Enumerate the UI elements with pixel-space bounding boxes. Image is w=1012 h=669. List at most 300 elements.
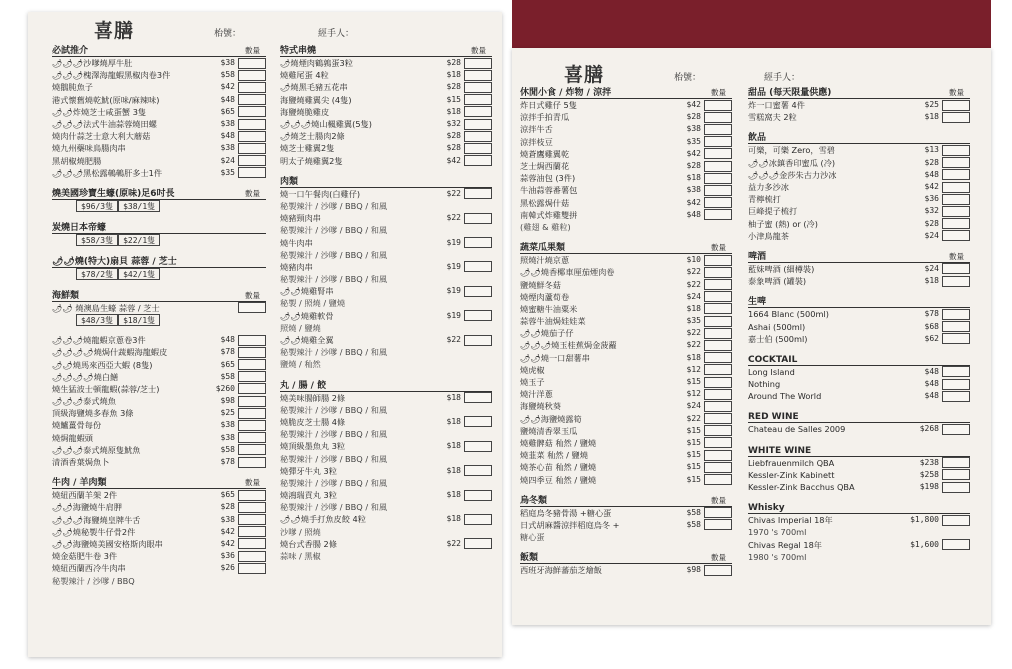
quantity-box[interactable]	[704, 425, 732, 436]
section-title: COCKTAIL	[748, 354, 798, 365]
quantity-box[interactable]	[238, 563, 266, 574]
quantity-box[interactable]	[704, 136, 732, 147]
quantity-box[interactable]	[238, 70, 266, 81]
menu-item-row	[520, 400, 732, 412]
section-header	[52, 220, 266, 234]
quantity-box[interactable]	[942, 333, 970, 344]
quantity-box[interactable]	[704, 389, 732, 400]
quantity-box[interactable]	[464, 94, 492, 105]
item-price: $42	[220, 82, 235, 92]
quantity-box[interactable]	[704, 161, 732, 172]
item-name: 燒一口午餐肉(白雞仔)	[280, 188, 361, 199]
table-number-label: 枱號：	[674, 73, 702, 83]
quantity-box[interactable]	[464, 261, 492, 272]
quantity-box[interactable]	[704, 364, 732, 375]
section-header	[748, 443, 970, 457]
item-name: 🌶🌶燒雞全翼	[280, 335, 334, 346]
quantity-box[interactable]	[464, 106, 492, 117]
section-title: 生啤	[748, 297, 767, 308]
quantity-box[interactable]	[238, 359, 266, 370]
item-price: $25	[924, 100, 939, 110]
quantity-box[interactable]	[238, 94, 266, 105]
section-header	[280, 174, 492, 188]
menu-section	[52, 43, 266, 179]
item-name: 燒九州藥味鳥腸肉串	[52, 143, 126, 154]
quantity-box[interactable]	[238, 490, 266, 501]
menu-item-row	[520, 437, 732, 449]
menu-item-row	[520, 449, 732, 461]
menu-item-row	[520, 364, 732, 376]
quantity-box[interactable]	[238, 347, 266, 358]
item-name: 黑松露焗什菇	[520, 197, 570, 208]
quantity-box[interactable]	[238, 302, 266, 313]
item-price: $22	[446, 213, 461, 223]
size-price-box[interactable]: $18/1隻	[118, 314, 160, 326]
quantity-box[interactable]	[704, 340, 732, 351]
menu-item-row	[748, 378, 970, 390]
quantity-box[interactable]	[238, 371, 266, 382]
quantity-box[interactable]	[942, 218, 970, 229]
item-option-note	[520, 531, 732, 543]
menu-item-row	[748, 169, 970, 181]
quantity-box[interactable]	[464, 143, 492, 154]
quantity-column-label: 數量	[245, 290, 260, 300]
quantity-box[interactable]	[238, 396, 266, 407]
menu-item-row	[280, 440, 492, 452]
menu-section	[52, 186, 266, 213]
item-price: $35	[686, 136, 701, 146]
menu-item-row	[748, 205, 970, 217]
quantity-box[interactable]	[464, 119, 492, 130]
quantity-box[interactable]	[238, 58, 266, 69]
item-price: $38	[220, 514, 235, 524]
quantity-box[interactable]	[942, 100, 970, 111]
quantity-column-label: 數量	[245, 478, 260, 488]
quantity-box[interactable]	[942, 379, 970, 390]
quantity-box[interactable]	[942, 206, 970, 217]
quantity-box[interactable]	[464, 310, 492, 321]
menu-section	[520, 493, 732, 544]
menu-section	[748, 352, 970, 403]
section-header	[748, 500, 970, 514]
section-title: 蔬菜瓜果類	[520, 243, 566, 254]
quantity-box[interactable]	[238, 335, 266, 346]
item-price: $28	[686, 112, 701, 122]
menu-item-row	[520, 123, 732, 135]
quantity-box[interactable]	[704, 519, 732, 530]
item-price: $22	[686, 328, 701, 338]
item-price: $15	[686, 474, 701, 484]
item-price: $24	[686, 401, 701, 411]
item-price: $48	[924, 366, 939, 376]
quantity-box[interactable]	[464, 70, 492, 81]
item-price: $48	[686, 209, 701, 219]
section-title: 海鮮類	[52, 290, 80, 301]
item-name: 🌶🌶🌶黑松露鵪鵪肝多士1件	[52, 167, 163, 178]
quantity-box[interactable]	[238, 167, 266, 178]
menu-item-row	[748, 333, 970, 345]
quantity-box[interactable]	[238, 457, 266, 468]
menu-item-row	[748, 218, 970, 230]
quantity-box[interactable]	[942, 482, 970, 493]
quantity-box[interactable]	[942, 515, 970, 526]
item-name: 雪糕窩夫 2粒	[748, 112, 797, 123]
item-name: 鹽燒鮮冬菇	[520, 279, 561, 290]
section-header	[520, 85, 732, 99]
quantity-box[interactable]	[704, 255, 732, 266]
item-name: 🌶燒煙肉鶴鶉蛋3粒	[280, 58, 353, 69]
quantity-box[interactable]	[942, 169, 970, 180]
size-price-box[interactable]: $96/3隻	[76, 200, 118, 212]
menu-item-row	[748, 111, 970, 123]
item-price: $48	[220, 94, 235, 104]
quantity-box[interactable]	[238, 502, 266, 513]
item-name: 🌶🌶燒馬來西亞大蝦 (8隻)	[52, 359, 153, 370]
item-price: $19	[446, 286, 461, 296]
item-name: 蒜蓉牛油焗娃娃菜	[520, 316, 586, 327]
quantity-box[interactable]	[704, 173, 732, 184]
menu-item-row	[52, 142, 266, 154]
menu-item-row	[748, 99, 970, 111]
menu-section	[748, 85, 970, 123]
quantity-box[interactable]	[464, 213, 492, 224]
left-column-1	[52, 36, 266, 587]
item-name: 燒芝士雞翼2隻	[280, 143, 335, 154]
item-name: 日式胡麻醬涼拌稻庭烏冬 +	[520, 519, 620, 530]
quantity-box[interactable]	[942, 230, 970, 241]
menu-item-row	[520, 291, 732, 303]
item-price: $22	[686, 267, 701, 277]
item-name: 🌶🌶🌶海鹽燒皇牌牛舌	[52, 514, 141, 525]
item-price: $28	[446, 58, 461, 68]
quantity-box[interactable]	[238, 526, 266, 537]
menu-item-row	[52, 69, 266, 81]
quantity-box[interactable]	[704, 100, 732, 111]
item-name: 秘製辣汁 / 沙嗲 / BBQ / 和風	[280, 200, 388, 211]
item-name: 🌶🌶燒一口甜薯串	[520, 352, 590, 363]
menu-section	[52, 334, 266, 468]
quantity-box[interactable]	[704, 209, 732, 220]
size-price-box[interactable]: $78/2隻	[76, 268, 118, 280]
item-name: 燒四季豆 秈然 / 鹽燒	[520, 474, 597, 485]
quantity-box[interactable]	[238, 408, 266, 419]
menu-item-row	[520, 507, 732, 519]
item-name: 柚子蜜 (熱) or (冷)	[748, 218, 818, 229]
item-price: $58	[686, 519, 701, 529]
item-name: 1970 's 700ml	[748, 527, 807, 538]
section-title: 牛肉 / 羊肉類	[52, 478, 107, 489]
item-price: $18	[924, 112, 939, 122]
quantity-box[interactable]	[464, 188, 492, 199]
item-name: 港式懷舊燒乾魷(原味/麻辣味)	[52, 94, 160, 105]
quantity-box[interactable]	[464, 392, 492, 403]
section-header	[520, 240, 732, 254]
item-price: $24	[924, 263, 939, 273]
quantity-box[interactable]	[942, 457, 970, 468]
item-price: $18	[686, 173, 701, 183]
menu-item-row	[520, 303, 732, 315]
quantity-box[interactable]	[238, 514, 266, 525]
item-name: 燒頂級墨魚丸 3粒	[280, 441, 346, 452]
item-name: 🌶🌶冰鎮香印蜜瓜 (冷)	[748, 157, 836, 168]
menu-item-row	[748, 157, 970, 169]
quantity-box[interactable]	[942, 263, 970, 274]
menu-item-row	[520, 352, 732, 364]
menu-item-row	[520, 278, 732, 290]
menu-item-row	[52, 346, 266, 358]
item-price: $18	[446, 514, 461, 524]
item-name: 1980 's 700ml	[748, 551, 807, 562]
item-name: 🌶🌶🌶金莎朱古力沙冰	[748, 169, 837, 180]
item-option-note	[280, 224, 492, 236]
item-price: $38	[220, 143, 235, 153]
menu-section	[748, 409, 970, 435]
item-name: 🌶🌶燒茄子仔	[520, 328, 574, 339]
quantity-box[interactable]	[704, 124, 732, 135]
item-price: $268	[919, 424, 939, 434]
quantity-box[interactable]	[464, 286, 492, 297]
quantity-box[interactable]	[704, 462, 732, 473]
quantity-box[interactable]	[238, 82, 266, 93]
menu-item-row	[52, 130, 266, 142]
quantity-box[interactable]	[464, 335, 492, 346]
menu-item-row	[748, 457, 970, 469]
quantity-box[interactable]	[464, 490, 492, 501]
item-name: 蒜味 / 黑椒	[280, 551, 321, 562]
quantity-box[interactable]	[942, 157, 970, 168]
section-header	[748, 352, 970, 366]
item-name: 青檸梳打	[748, 194, 781, 205]
quantity-box[interactable]	[464, 441, 492, 452]
quantity-box[interactable]	[704, 185, 732, 196]
quantity-box[interactable]	[704, 303, 732, 314]
item-price: $42	[686, 197, 701, 207]
background-bottom	[512, 625, 1012, 669]
size-price-box[interactable]: $58/3隻	[76, 234, 118, 246]
quantity-box[interactable]	[942, 309, 970, 320]
item-price: $38	[220, 432, 235, 442]
item-name: 糖心蛋	[520, 532, 545, 543]
section-header	[520, 493, 732, 507]
item-option-note	[280, 526, 492, 538]
size-price-box[interactable]: $38/1隻	[118, 200, 160, 212]
item-price: $1,600	[910, 539, 939, 549]
item-price: $42	[220, 526, 235, 536]
quantity-box[interactable]	[942, 469, 970, 480]
item-price: $28	[220, 502, 235, 512]
quantity-box[interactable]	[942, 539, 970, 550]
quantity-box[interactable]	[942, 424, 970, 435]
menu-item-row	[280, 489, 492, 501]
menu-item-row	[520, 339, 732, 351]
menu-item-row	[52, 407, 266, 419]
quantity-box[interactable]	[464, 538, 492, 549]
quantity-box[interactable]	[704, 565, 732, 576]
item-name: 泰象啤酒 (罐裝)	[748, 276, 807, 287]
item-name: 燒蒼鷹雞翼乾	[520, 148, 570, 159]
menu-item-row	[748, 390, 970, 402]
item-name: 海鹽燒雞翼尖 (4隻)	[280, 94, 352, 105]
item-price: $48	[220, 131, 235, 141]
quantity-box[interactable]	[464, 514, 492, 525]
item-name: 西班牙海鮮蕃茄芝燴飯	[520, 565, 602, 576]
menu-item-row	[280, 130, 492, 142]
menu-item-row	[280, 142, 492, 154]
item-name: 燒牛肉串	[280, 237, 313, 248]
item-price: $42	[924, 182, 939, 192]
menu-item-row	[280, 188, 492, 200]
menu-section	[52, 288, 266, 327]
quantity-box[interactable]	[942, 182, 970, 193]
menu-section	[748, 249, 970, 287]
quantity-box[interactable]	[464, 237, 492, 248]
section-title: 甜品 (每天限量供應)	[748, 88, 832, 98]
quantity-box[interactable]	[464, 416, 492, 427]
menu-item-row	[748, 308, 970, 320]
quantity-box[interactable]	[238, 432, 266, 443]
quantity-box[interactable]	[464, 155, 492, 166]
item-name: 秘製辣汁 / 沙嗲 / BBQ / 和風	[280, 225, 388, 236]
quantity-box[interactable]	[238, 106, 266, 117]
item-price: $22	[686, 340, 701, 350]
menu-section	[520, 550, 732, 576]
quantity-column-label: 數量	[711, 495, 726, 505]
menu-section	[52, 475, 266, 587]
menu-section	[748, 443, 970, 494]
quantity-box[interactable]	[464, 465, 492, 476]
item-price: $28	[446, 82, 461, 92]
quantity-box[interactable]	[942, 321, 970, 332]
item-name: 南韓式炸雞雙拼	[520, 209, 578, 220]
quantity-box[interactable]	[942, 366, 970, 377]
section-header	[748, 294, 970, 308]
background-left	[0, 0, 28, 669]
item-name: 🌶🌶🌶燒山楓雞翼(5隻)	[280, 119, 372, 130]
menu-item-row	[520, 473, 732, 485]
quantity-box[interactable]	[238, 444, 266, 455]
quantity-box[interactable]	[942, 194, 970, 205]
menu-item-row	[520, 519, 732, 531]
quantity-box[interactable]	[238, 551, 266, 562]
menu-item-row	[520, 172, 732, 184]
section-title: RED WINE	[748, 412, 799, 423]
item-name: 藍妹啤酒 (細樽裝)	[748, 263, 815, 274]
quantity-box[interactable]	[238, 420, 266, 431]
item-name: 鹽燒清香翠玉瓜	[520, 425, 578, 436]
quantity-column-label: 數量	[245, 46, 260, 55]
quantity-box[interactable]	[704, 112, 732, 123]
section-title: 肉類	[280, 176, 299, 187]
quantity-box[interactable]	[704, 450, 732, 461]
menu-item-row	[520, 461, 732, 473]
quantity-box[interactable]	[238, 131, 266, 142]
size-price-box[interactable]: $22/1隻	[118, 234, 160, 246]
section-title: 丸 / 腸 / 餃	[280, 380, 327, 391]
item-name: 🌶燒芝士腸肉2條	[280, 131, 345, 142]
item-price: $24	[924, 230, 939, 240]
item-price: $38	[686, 185, 701, 195]
quantity-box[interactable]	[238, 143, 266, 154]
item-price: $32	[924, 206, 939, 216]
quantity-box[interactable]	[464, 131, 492, 142]
quantity-box[interactable]	[238, 383, 266, 394]
item-name: 黑胡椒燒肥腸	[52, 155, 102, 166]
item-name: 🌶🌶海鹽燒美國安格斯肉眼串	[52, 538, 163, 549]
item-name: 燒台式香腸 2條	[280, 538, 337, 549]
menu-section	[748, 130, 970, 242]
item-price: $58	[220, 371, 235, 381]
quantity-box[interactable]	[942, 145, 970, 156]
item-price: $36	[220, 551, 235, 561]
item-name: 芝士焗西蘭花	[520, 161, 570, 172]
menu-item-row	[52, 334, 266, 346]
quantity-box[interactable]	[704, 507, 732, 518]
quantity-box[interactable]	[704, 197, 732, 208]
menu-item-row	[520, 388, 732, 400]
staff-label: 經手人：	[764, 73, 801, 83]
item-name: Long Island	[748, 366, 795, 377]
menu-item-row	[52, 419, 266, 431]
quantity-box[interactable]	[704, 377, 732, 388]
quantity-box[interactable]	[942, 276, 970, 287]
item-name: 沙嗲 / 照燒	[280, 526, 321, 537]
quantity-box[interactable]	[704, 352, 732, 363]
section-title: 烏冬類	[520, 495, 548, 506]
section-title: 炭燒日本帝蠔	[52, 222, 107, 233]
size-price-box[interactable]: $48/3隻	[76, 314, 118, 326]
quantity-box[interactable]	[704, 148, 732, 159]
quantity-box[interactable]	[704, 267, 732, 278]
quantity-box[interactable]	[704, 328, 732, 339]
item-price: $18	[446, 70, 461, 80]
quantity-box[interactable]	[704, 437, 732, 448]
quantity-box[interactable]	[704, 291, 732, 302]
item-price: $42	[446, 155, 461, 165]
item-name: 🌶🌶🌶燒玉桂蕉焗金菠蘿	[520, 340, 617, 351]
quantity-box[interactable]	[704, 316, 732, 327]
quantity-box[interactable]	[238, 538, 266, 549]
quantity-box[interactable]	[942, 391, 970, 402]
item-price: $15	[686, 425, 701, 435]
quantity-box[interactable]	[704, 474, 732, 485]
quantity-box[interactable]	[704, 401, 732, 412]
quantity-box[interactable]	[704, 279, 732, 290]
quantity-box[interactable]	[464, 82, 492, 93]
quantity-column-label: 數量	[949, 88, 964, 97]
quantity-box[interactable]	[238, 155, 266, 166]
menu-item-row	[280, 81, 492, 93]
item-name: 海鹽燒脆雞皮	[280, 106, 330, 117]
item-name: 🌶🌶燒手打魚皮餃 4粒	[280, 514, 366, 525]
item-name: 燒焗龍蝦頭	[52, 432, 93, 443]
menu-section	[52, 220, 266, 247]
item-name: 🌶🌶🌶法式牛油蒜蓉燒田螺	[52, 119, 157, 130]
size-price-options	[76, 314, 266, 327]
section-header	[520, 550, 732, 564]
item-name: 鹽燒 / 秈然	[280, 359, 321, 370]
quantity-box[interactable]	[704, 413, 732, 424]
menu-item-row	[748, 423, 970, 435]
section-title: Whisky	[748, 503, 785, 514]
quantity-box[interactable]	[238, 119, 266, 130]
size-price-box[interactable]: $42/1隻	[118, 268, 160, 280]
item-name: 牛油蒜蓉番薯包	[520, 185, 578, 196]
quantity-box[interactable]	[942, 112, 970, 123]
menu-item-row	[52, 432, 266, 444]
background-top	[512, 0, 1012, 48]
quantity-box[interactable]	[464, 58, 492, 69]
item-name: 燒蜜糖牛油粟米	[520, 303, 578, 314]
